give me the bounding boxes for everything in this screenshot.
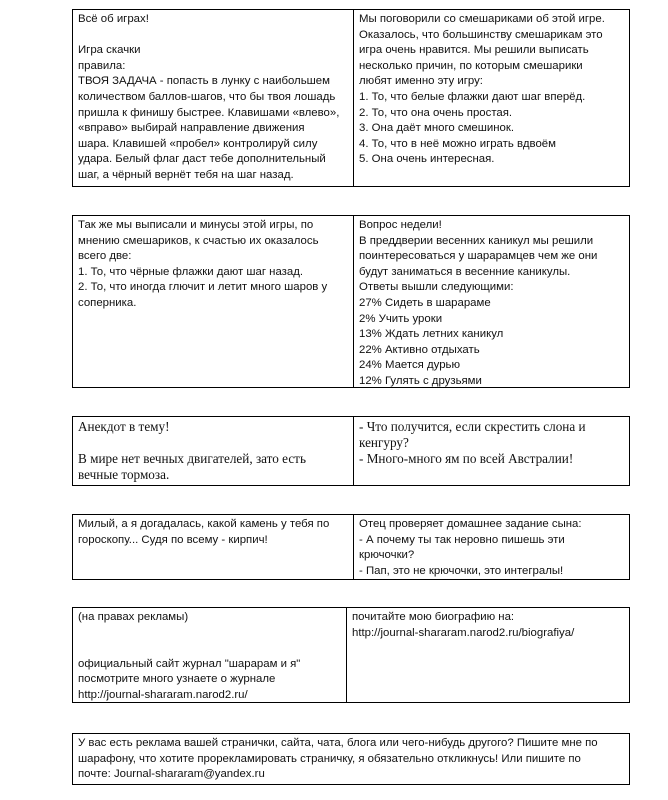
text-line: 24% Мается дурью [359,359,461,372]
text-line: ТВОЯ ЗАДАЧА - попасть в лунку с наибольшем [78,75,330,88]
text-line: 4. То, что в неё можно играть вдвоём [359,137,556,150]
weekly-poll-cell [353,216,629,387]
ad-right-cell [346,608,629,702]
text-line: 2. То, что она очень простая. [359,106,513,119]
text-line: почитайте мою биографию на: [352,611,515,623]
text-line: любят именно эту игру: [359,75,483,88]
text-line: http://journal-shararam.narod2.ru/biografiya/ [352,626,575,639]
text-line: мнению смешариков, к счастью их оказалось [78,234,319,247]
text-line: В преддверии весенних каникул мы решили [359,234,594,247]
text-line: (на правах рекламы) [78,611,189,623]
text-line: В мире нет вечных двигателей, зато есть [78,451,306,466]
text-line: шара. Клавишей «пробел» контролируй силу [78,137,318,150]
anecdote-left-cell [73,417,353,485]
text-line: 2. То, что иногда глючит и летит много шаров у [78,281,328,294]
text-line: посмотрите много узнаете о журнале [78,673,276,686]
text-line: поинтересоваться у шарарамцев чем же они [359,250,598,263]
contact-cell [73,734,629,784]
text-line: шаг, а чёрный вернёт тебя на шаг назад. [78,168,294,181]
game-cons-cell [73,216,353,387]
text-line: - Что получится, если скрестить слона и [359,419,586,434]
text-line: гороскопу... Судя по всему - кирпич! [78,533,268,546]
game-rules-cell [73,10,353,186]
anecdote-table [72,416,630,486]
text-line: удара. Белый флаг даст тебе дополнительный [78,153,326,166]
text-line: 22% Активно отдыхать [359,343,480,356]
text-line: соперника. [78,296,137,309]
text-line: крючочки? [359,549,415,562]
text-line: 1. То, что чёрные флажки дают шаг назад. [78,265,304,278]
text-line: - Пап, это не крючочки, это интегралы! [359,564,564,577]
text-line: 1. То, что белые флажки дают шаг вперёд. [359,90,586,103]
contact-table [72,733,630,785]
text-line: Мы поговорили со смешариками об этой игре. [359,13,605,25]
text-line: всего две: [78,250,132,263]
text-line: шарафону, что хотите прорекламировать страничку, я обязательно откликнусь! Или пишите по [78,752,581,765]
text-line: Так же мы выписали и минусы этой игры, по [78,219,314,231]
text-line: Вопрос недели! [359,219,442,231]
jokes-table [72,514,630,580]
text-line: 12% Гулять с друзьями [359,374,482,387]
text-line: 13% Ждать летних каникул [359,328,504,341]
text-line: Игра скачки [78,44,141,57]
text-line: 5. Она очень интересная. [359,153,495,166]
text-line: - Много-много ям по всей Австралии! [359,451,574,466]
cons-poll-table [72,215,630,388]
text-line: «вправо» выбирай направление движения [78,122,305,135]
text-line: правила: [78,59,126,72]
ads-table [72,607,630,703]
text-line: Ответы вышли следующими: [359,281,514,294]
text-line: Оказалось, что большинству смешарикам это [359,28,603,41]
text-line: - А почему ты так неровно пишешь эти [359,533,565,546]
text-line: http://journal-shararam.narod2.ru/ [78,688,248,701]
ad-left-cell [73,608,346,702]
blank-line [78,641,341,657]
text-line: 2% Учить уроки [359,312,443,325]
blank-line [78,626,341,642]
text-line: пришла к финишу быстрее. Клавишами «влево», [78,106,340,119]
text-line: несколько причин, по которым смешарики [359,59,583,72]
games-info-table [72,9,630,187]
text-line: кенгуру? [359,435,409,450]
text-line: вечные тормоза. [78,467,170,482]
blank-line [78,435,348,451]
text-line: Анекдот в тему! [78,419,170,434]
anecdote-right-cell [353,417,629,485]
text-line: 3. Она даёт много смешинок. [359,122,515,135]
text-line: 27% Сидеть в шарараме [359,296,491,309]
game-reasons-cell [353,10,629,186]
text-line: количеством баллов-шагов, что бы твоя лошадь [78,90,336,103]
text-line: официальный сайт журнал "шарарам и я" [78,657,301,670]
text-line: У вас есть реклама вашей странички, сайта, чата, блога или чего-нибудь другого? Пишите мне по [78,737,598,749]
joke-right-cell [353,515,629,579]
text-line: Милый, а я догадалась, какой камень у тебя по [78,518,330,530]
blank-line [78,28,348,44]
text-line: почте: Journal-shararam@yandex.ru [78,768,265,781]
text-line: будут заниматься в весенние каникулы. [359,265,571,278]
text-line: игра очень нравится. Мы решили выписать [359,44,589,57]
text-line: Всё об играх! [78,13,149,25]
joke-left-cell [73,515,353,579]
text-line: Отец проверяет домашнее задание сына: [359,518,582,530]
